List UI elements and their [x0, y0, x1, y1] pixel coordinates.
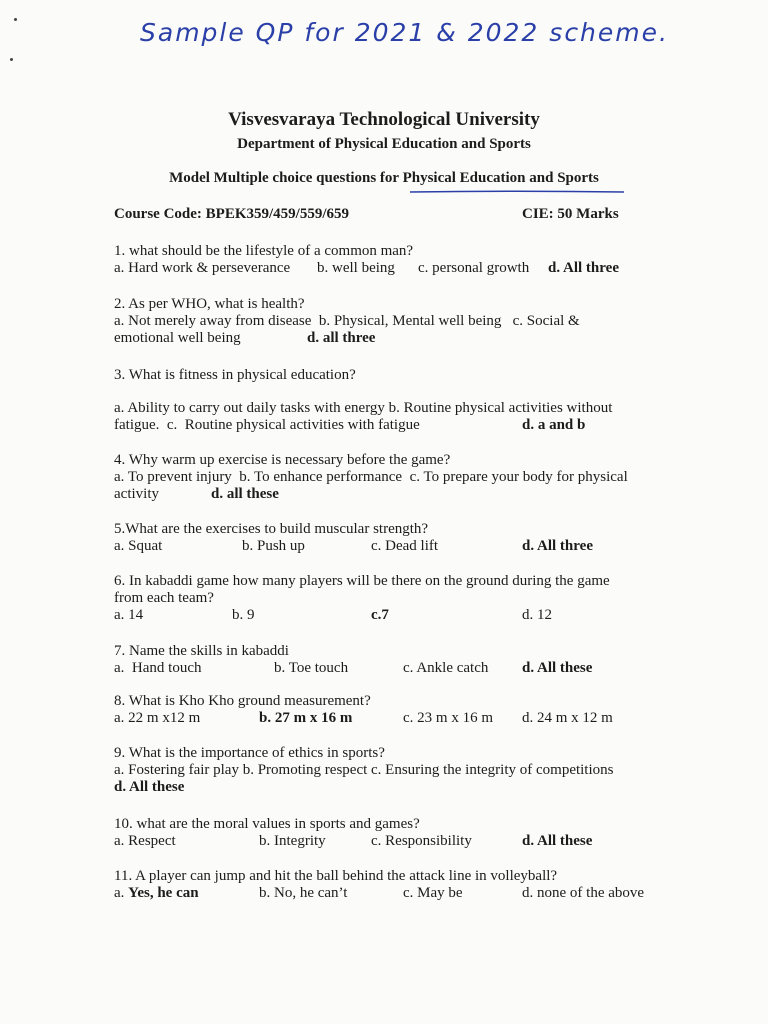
options-line-2	[114, 486, 674, 503]
option-a: a. 14	[114, 607, 144, 623]
option-c-continued: activity	[114, 486, 159, 502]
handwritten-note: Sample QP for 2021 & 2022 scheme.	[140, 18, 669, 47]
question-2	[114, 296, 674, 347]
option-b-answer: b. 27 m x 16 m	[259, 710, 353, 726]
options-row	[114, 538, 674, 555]
question-text: 8. What is Kho Kho ground measurement?	[114, 693, 371, 709]
option-c: c. Dead lift	[371, 538, 439, 554]
options-row	[114, 833, 674, 850]
option-d-answer: d. All these	[522, 833, 593, 849]
option-b: b. Integrity	[259, 833, 326, 849]
option-c: c. personal growth	[418, 260, 530, 276]
course-code: Course Code: BPEK359/459/559/659	[114, 206, 349, 222]
option-a-answer: Yes, he can	[128, 885, 199, 901]
option-a: a. Squat	[114, 538, 163, 554]
question-1	[114, 243, 674, 277]
question-3	[114, 367, 674, 434]
options-line-1: a. Fostering fair play b. Promoting respect c. Ensuring the integrity of competitions	[114, 762, 614, 778]
question-11	[114, 868, 674, 902]
question-text-continued: from each team?	[114, 590, 214, 606]
course-info-row	[114, 206, 634, 223]
option-b: b. Toe touch	[274, 660, 349, 676]
option-d-answer: d. all these	[211, 486, 279, 502]
options-line-1: a. Ability to carry out daily tasks with energy b. Routine physical activities without	[114, 400, 613, 416]
option-a	[114, 885, 199, 902]
university-name: Visvesvaraya Technological University	[228, 109, 540, 130]
option-b: b. 9	[232, 607, 255, 623]
question-4	[114, 452, 674, 503]
handwritten-underline	[410, 190, 624, 194]
question-text: 1. what should be the lifestyle of a common man?	[114, 243, 414, 259]
question-text: 2. As per WHO, what is health?	[114, 296, 305, 312]
option-d-answer: d. All these	[114, 779, 185, 795]
option-d-answer: d. a and b	[522, 417, 586, 433]
question-text: 10. what are the moral values in sports and games?	[114, 816, 420, 832]
options-row	[114, 660, 674, 677]
option-c: c. Ankle catch	[403, 660, 489, 676]
option-d: d. none of the above	[522, 885, 645, 901]
option-b: b. Push up	[242, 538, 305, 554]
scan-speck	[10, 58, 13, 61]
question-10	[114, 816, 674, 850]
option-d-answer: d. All three	[548, 260, 619, 276]
question-text: 3. What is fitness in physical education?	[114, 367, 356, 383]
model-title: Model Multiple choice questions for Physical Education and Sports	[169, 170, 599, 186]
question-5	[114, 521, 674, 555]
option-d-answer: d. All three	[522, 538, 593, 554]
question-text: 6. In kabaddi game how many players will be there on the ground during the game	[114, 573, 610, 589]
option-a: a. Hard work & perseverance	[114, 260, 291, 276]
options-line-1: a. To prevent injury b. To enhance performance c. To prepare your body for physical	[114, 469, 628, 485]
options-line-2	[114, 330, 674, 347]
option-d-answer: d. all three	[307, 330, 376, 346]
option-b: b. No, he can’t	[259, 885, 348, 901]
scan-speck	[14, 18, 17, 21]
cie-marks: CIE: 50 Marks	[522, 206, 619, 222]
option-a-prefix: a.	[114, 885, 129, 901]
question-9	[114, 745, 674, 796]
question-6	[114, 573, 674, 624]
option-d: d. 12	[522, 607, 552, 623]
option-b: b. well being	[317, 260, 395, 276]
option-a: a. Respect	[114, 833, 176, 849]
options-row	[114, 260, 674, 277]
option-c-answer: c.7	[371, 607, 389, 623]
question-text: 7. Name the skills in kabaddi	[114, 643, 289, 659]
option-c: c. 23 m x 16 m	[403, 710, 493, 726]
option-d: d. 24 m x 12 m	[522, 710, 613, 726]
question-text: 11. A player can jump and hit the ball behind the attack line in volleyball?	[114, 868, 558, 884]
department-name: Department of Physical Education and Sports	[237, 136, 531, 152]
option-c: c. Responsibility	[371, 833, 472, 849]
option-c: c. May be	[403, 885, 463, 901]
options-row	[114, 607, 674, 624]
options-row	[114, 885, 674, 902]
option-a: a. 22 m x12 m	[114, 710, 201, 726]
option-c: fatigue. c. Routine physical activities with fatigue	[114, 417, 420, 433]
option-d-answer: d. All these	[522, 660, 593, 676]
option-a: a. Hand touch	[114, 660, 202, 676]
question-text: 4. Why warm up exercise is necessary before the game?	[114, 452, 451, 468]
options-line-1: a. Not merely away from disease b. Physical, Mental well being c. Social &	[114, 313, 580, 329]
option-c-continued: emotional well being	[114, 330, 241, 346]
options-line-2	[114, 417, 674, 434]
question-8	[114, 693, 674, 727]
question-text: 5.What are the exercises to build muscular strength?	[114, 521, 429, 537]
question-text: 9. What is the importance of ethics in sports?	[114, 745, 385, 761]
question-7	[114, 643, 674, 677]
options-row	[114, 710, 674, 727]
